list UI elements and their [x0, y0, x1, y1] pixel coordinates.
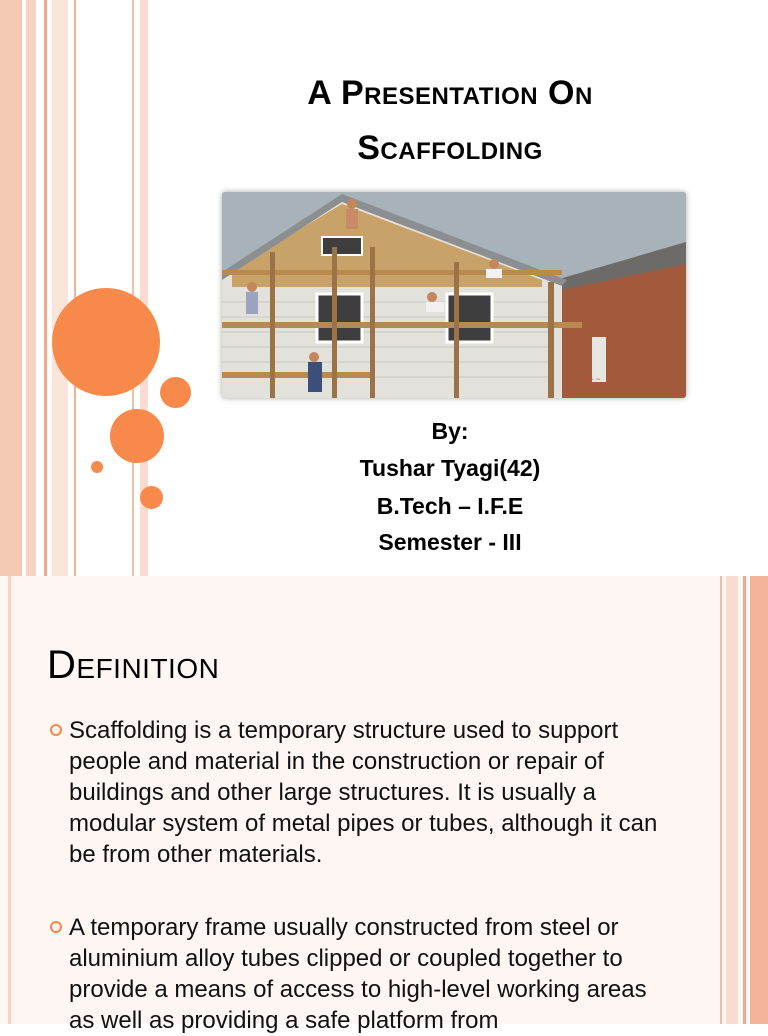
- building-scaffolding-photo: [222, 192, 686, 398]
- bullet-icon: [50, 724, 62, 736]
- decorative-stripe: [52, 0, 68, 576]
- decorative-circle: [91, 461, 103, 473]
- decorative-stripe: [726, 576, 738, 1024]
- slide-title-line1: A Presentation On: [307, 74, 593, 112]
- decorative-stripe: [0, 0, 22, 576]
- by-label: By:: [431, 418, 469, 444]
- bullet-item: Scaffolding is a temporary structure used to support people and material in the construction or repair of buildings and other large structures. It is usually a modular system of metal pipes or tubes, although it can be from other materials.: [69, 717, 658, 868]
- author-name: Tushar Tyagi(42): [359, 455, 541, 481]
- course-name: B.Tech – I.F.E: [376, 493, 524, 519]
- decorative-circle: [110, 409, 164, 463]
- svg-text:~ ~ ~: ~ ~ ~: [582, 375, 601, 384]
- semester-label: Semester - III: [378, 529, 522, 555]
- slide-title-line2: Scaffolding: [357, 129, 543, 167]
- decorative-circle: [52, 288, 160, 396]
- decorative-circle: [160, 377, 191, 408]
- decorative-circle: [140, 486, 163, 509]
- decorative-stripe: [720, 576, 722, 1024]
- decorative-stripe: [74, 0, 76, 576]
- decorative-stripe: [44, 0, 47, 576]
- decorative-stripe: [8, 576, 11, 1024]
- slide-heading: Definition: [47, 643, 220, 687]
- bullet-item: A temporary frame usually constructed from steel or aluminium alloy tubes clipped or coupled together to provide a means of access to high-level working areas as well as providing a safe platform from: [69, 914, 647, 1034]
- decorative-stripe: [743, 576, 746, 1024]
- decorative-stripe: [26, 0, 36, 576]
- bullet-icon: [50, 921, 62, 933]
- decorative-stripe: [750, 576, 768, 1024]
- decorative-stripe: [132, 0, 134, 576]
